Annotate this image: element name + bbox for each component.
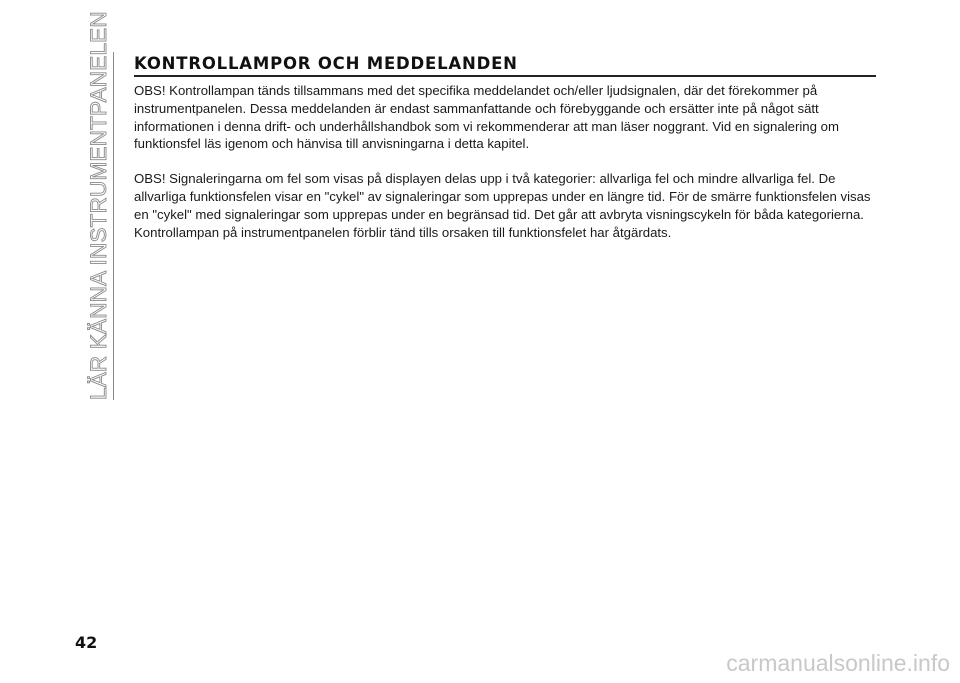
text-line: instrumentpanelen. Dessa meddelanden är endast sammanfattande och förebyggande och ersätter inte på något sätt [134,100,819,116]
text-line: funktionsfel läs igenom och hänvisa till anvisningarna i detta kapitel. [134,136,530,152]
text-line: OBS! Kontrollampan tänds tillsammans med det specifika meddelandet och/eller ljudsignalen, där det förekommer på [134,83,818,98]
paragraph-note-2 [134,170,879,241]
side-divider [113,52,114,400]
page-number: 42 [75,633,98,652]
page-heading: KONTROLLAMPOR OCH MEDDELANDEN [134,54,518,73]
watermark-text: carmanualsonline.info [726,650,950,676]
text-line: Kontrollampan på instrumentpanelen förblir tänd tills orsaken till funktionsfelet har åtgärdats. [134,224,672,240]
body-content [134,82,879,258]
heading-rule [134,75,876,77]
text-line: allvarliga funktionsfelen visar en "cykel" av signaleringar som upprepas under en längre tid. För de smärre funktionsfelen visas [134,188,871,204]
text-line: en "cykel" med signaleringar som upprepas under en begränsad tid. Det går att avbryta visningscykeln för båda kategorierna. [134,206,864,222]
section-side-title: LÄR KÄNNA INSTRUMENTPANELEN [86,11,111,400]
text-line: informationen i denna drift- och underhållshandbok som vi rekommenderar att man läser noggrant. Vid en signalering om [134,118,839,134]
text-line: OBS! Signaleringarna om fel som visas på displayen delas upp i två kategorier: allvarliga fel och mindre allvarliga fel. De [134,171,836,187]
paragraph-note-1 [134,82,879,153]
